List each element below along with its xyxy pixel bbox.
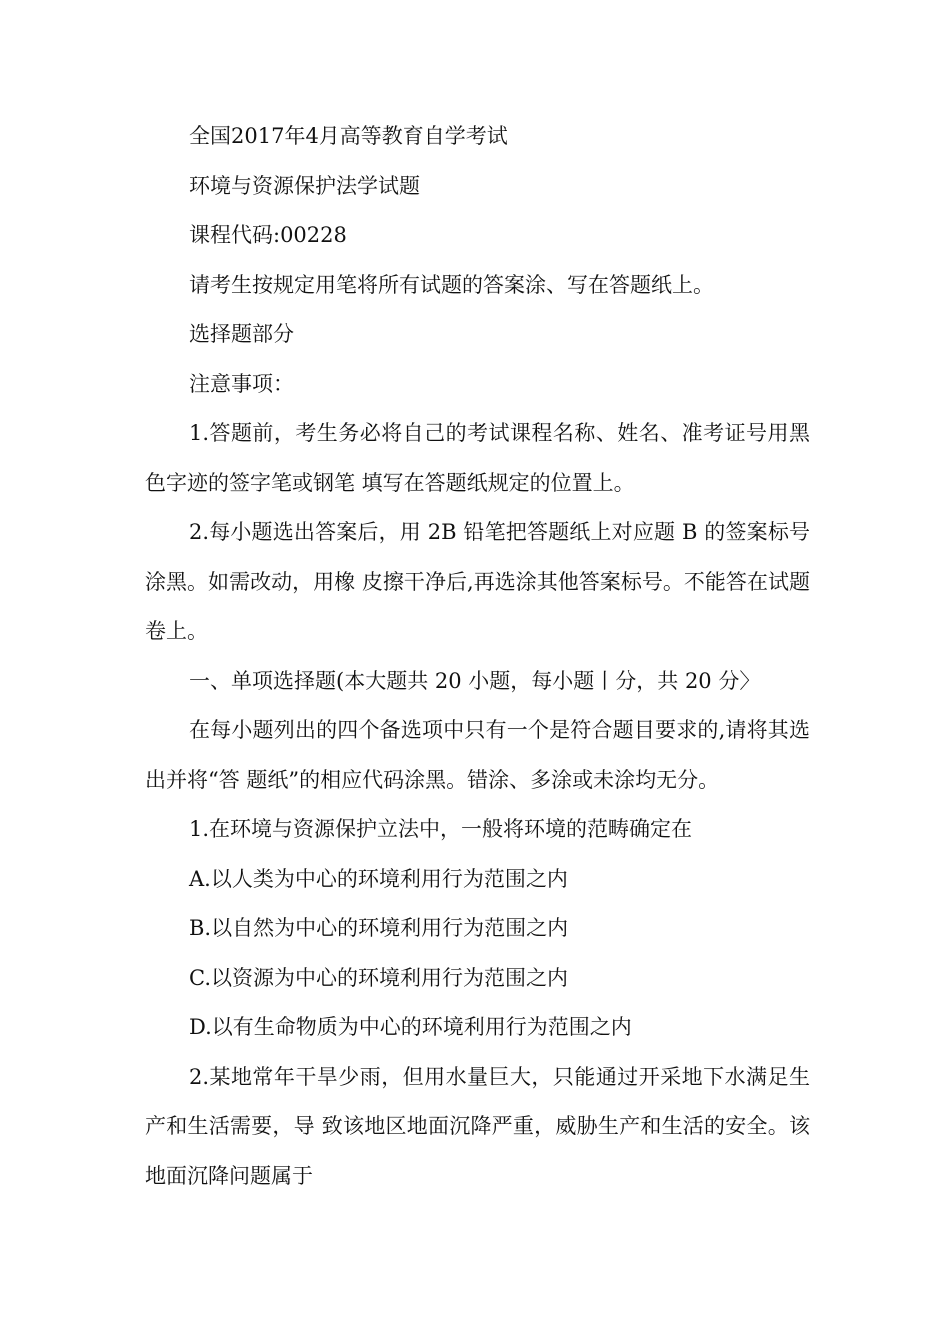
exam-subject: 环境与资源保护法学试题	[189, 173, 420, 198]
question-1: 1.在环境与资源保护立法中，一般将环境的范畴确定在	[189, 817, 693, 841]
general-instruction: 请考生按规定用笔将所有试题的答案涂、写在答题纸上。	[189, 272, 714, 297]
note-item-2: 2.每小题选出答案后，用 2B 铅笔把答题纸上对应题 B 的签案标号涂黑。如需改动，用橡 皮擦干净后,再选涂其他答案标号。不能答在试题卷上。	[145, 520, 810, 643]
question-1-option-d: D.以有生命物质为中心的环境利用行为范围之内	[189, 1015, 632, 1039]
question-2: 2.某地常年干旱少雨，但用水量巨大，只能通过开采地下水满足生产和生活需要，导 致该地区地面沉降严重，威胁生产和生活的安全。该地面沉降问题属于	[145, 1064, 810, 1188]
notes-heading: 注意事项：	[189, 371, 294, 396]
question-1-option-b: B.以自然为中心的环境利用行为范围之内	[189, 916, 569, 940]
document-body	[145, 112, 810, 1201]
exam-title: 全国2017年4月高等教育自学考试	[189, 124, 508, 148]
part-one-instruction: 在每小题列出的四个备选项中只有一个是符合题目要求的,请将其选出并将“答 题纸”的相应代码涂黑。错涂、多涂或未涂均无分。	[145, 718, 810, 792]
section-heading: 选择题部分	[189, 322, 294, 346]
note-item-1: 1.答题前，考生务必将自己的考试课程名称、姓名、准考证号用黑色字迹的签字笔或钢笔 填写在答题纸规定的位置上。	[145, 421, 810, 495]
course-code: 课程代码:00228	[189, 223, 347, 247]
question-1-option-a: A.以人类为中心的环境利用行为范围之内	[189, 866, 568, 891]
part-one-heading: 一、单项选择题(本大题共 20 小题，每小题丨分，共 20 分〉	[189, 668, 761, 693]
question-1-option-c: C.以资源为中心的环境利用行为范围之内	[189, 965, 568, 990]
